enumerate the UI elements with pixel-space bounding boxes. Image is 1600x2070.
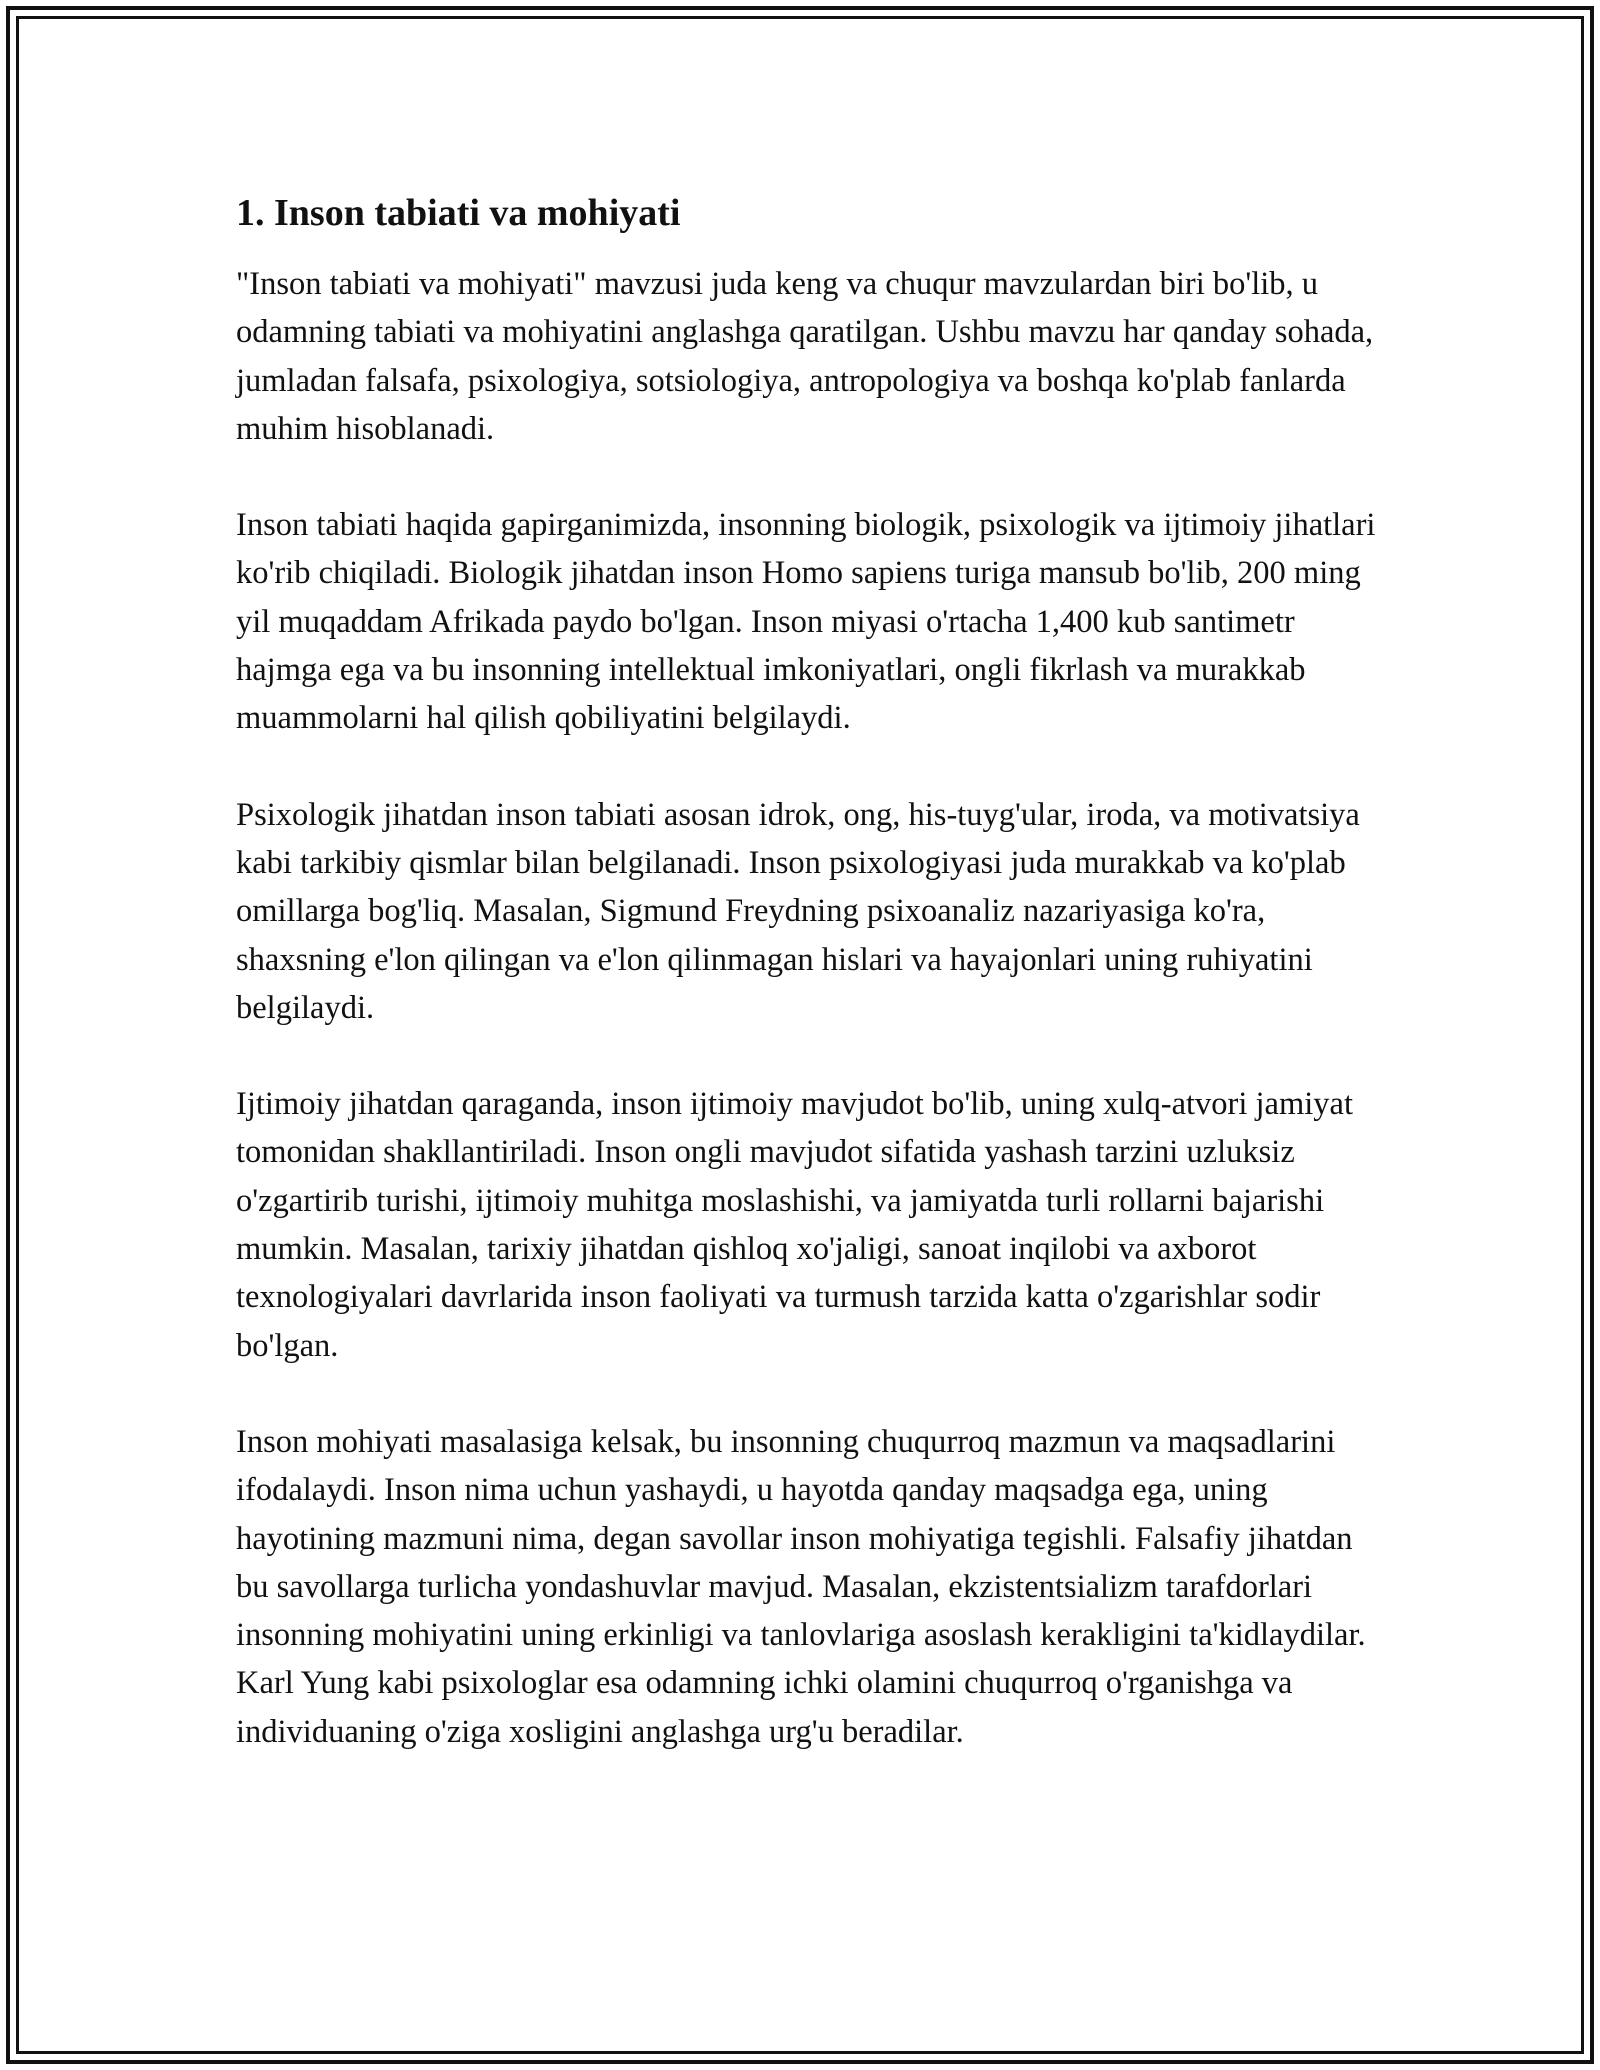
document-body	[236, 186, 1376, 1804]
paragraph-essence: Inson mohiyati masalasiga kelsak, bu insonning chuqurroq mazmun va maqsadlarini ifodalaydi. Inson nima uchun yashaydi, u hayotda qanday maqsadga ega, uning hayotining mazmuni nima, degan savollar inson mohiyatiga tegishli. Falsafiy jihatdan bu savollarga turlicha yondashuvlar mavjud. Masalan, ekzistentsializm tarafdorlari insonning mohiyatini uning erkinligi va tanlovlariga asoslash kerakligini ta'kidlaydilar. Karl Yung kabi psixologlar esa odamning ichki olamini chuqurroq o'rganishga va individuaning o'ziga xosligini anglashga urg'u beradilar.	[236, 1423, 1366, 1750]
paragraph-social: Ijtimoiy jihatdan qaraganda, inson ijtimoiy mavjudot bo'lib, uning xulq-atvori jamiyat tomonidan shakllantiriladi. Inson ongli mavjudot sifatida yashash tarzini uzluksiz o'zgartirib turishi, ijtimoiy muhitga moslashishi, va jamiyatda turli rollarni bajarishi mumkin. Masalan, tarixiy jihatdan qishloq xo'jaligi, sanoat inqilobi va axborot texnologiyalari davrlarida inson faoliyati va turmush tarzida katta o'zgarishlar sodir bo'lgan.	[236, 1086, 1353, 1364]
paragraph-psychological: Psixologik jihatdan inson tabiati asosan idrok, ong, his-tuyg'ular, iroda, va motivatsiya kabi tarkibiy qismlar bilan belgilanadi. Inson psixologiyasi juda murakkab va ko'plab omillarga bog'liq. Masalan, Sigmund Freydning psixoanaliz nazariyasiga ko'ra, shaxsning e'lon qilingan va e'lon qilinmagan hislari va hayajonlari uning ruhiyatini belgilaydi.	[236, 796, 1360, 1026]
paragraph-biological: Inson tabiati haqida gapirganimizda, insonning biologik, psixologik va ijtimoiy jihatlari ko'rib chiqiladi. Biologik jihatdan inson Homo sapiens turiga mansub bo'lib, 200 ming yil muqaddam Afrikada paydo bo'lgan. Inson miyasi o'rtacha 1,400 kub santimetr hajmga ega va bu insonning intellektual imkoniyatlari, ongli fikrlash va murakkab muammolarni hal qilish qobiliyatini belgilaydi.	[236, 507, 1376, 737]
paragraph-intro: "Inson tabiati va mohiyati" mavzusi juda keng va chuqur mavzulardan biri bo'lib, u odamning tabiati va mohiyatini anglashga qaratilgan. Ushbu mavzu har qanday sohada, jumladan falsafa, psixologiya, sotsiologiya, antropologiya va boshqa ko'plab fanlarda muhim hisoblanadi.	[236, 266, 1374, 447]
document-title: 1. Inson tabiati va mohiyati	[236, 192, 681, 234]
